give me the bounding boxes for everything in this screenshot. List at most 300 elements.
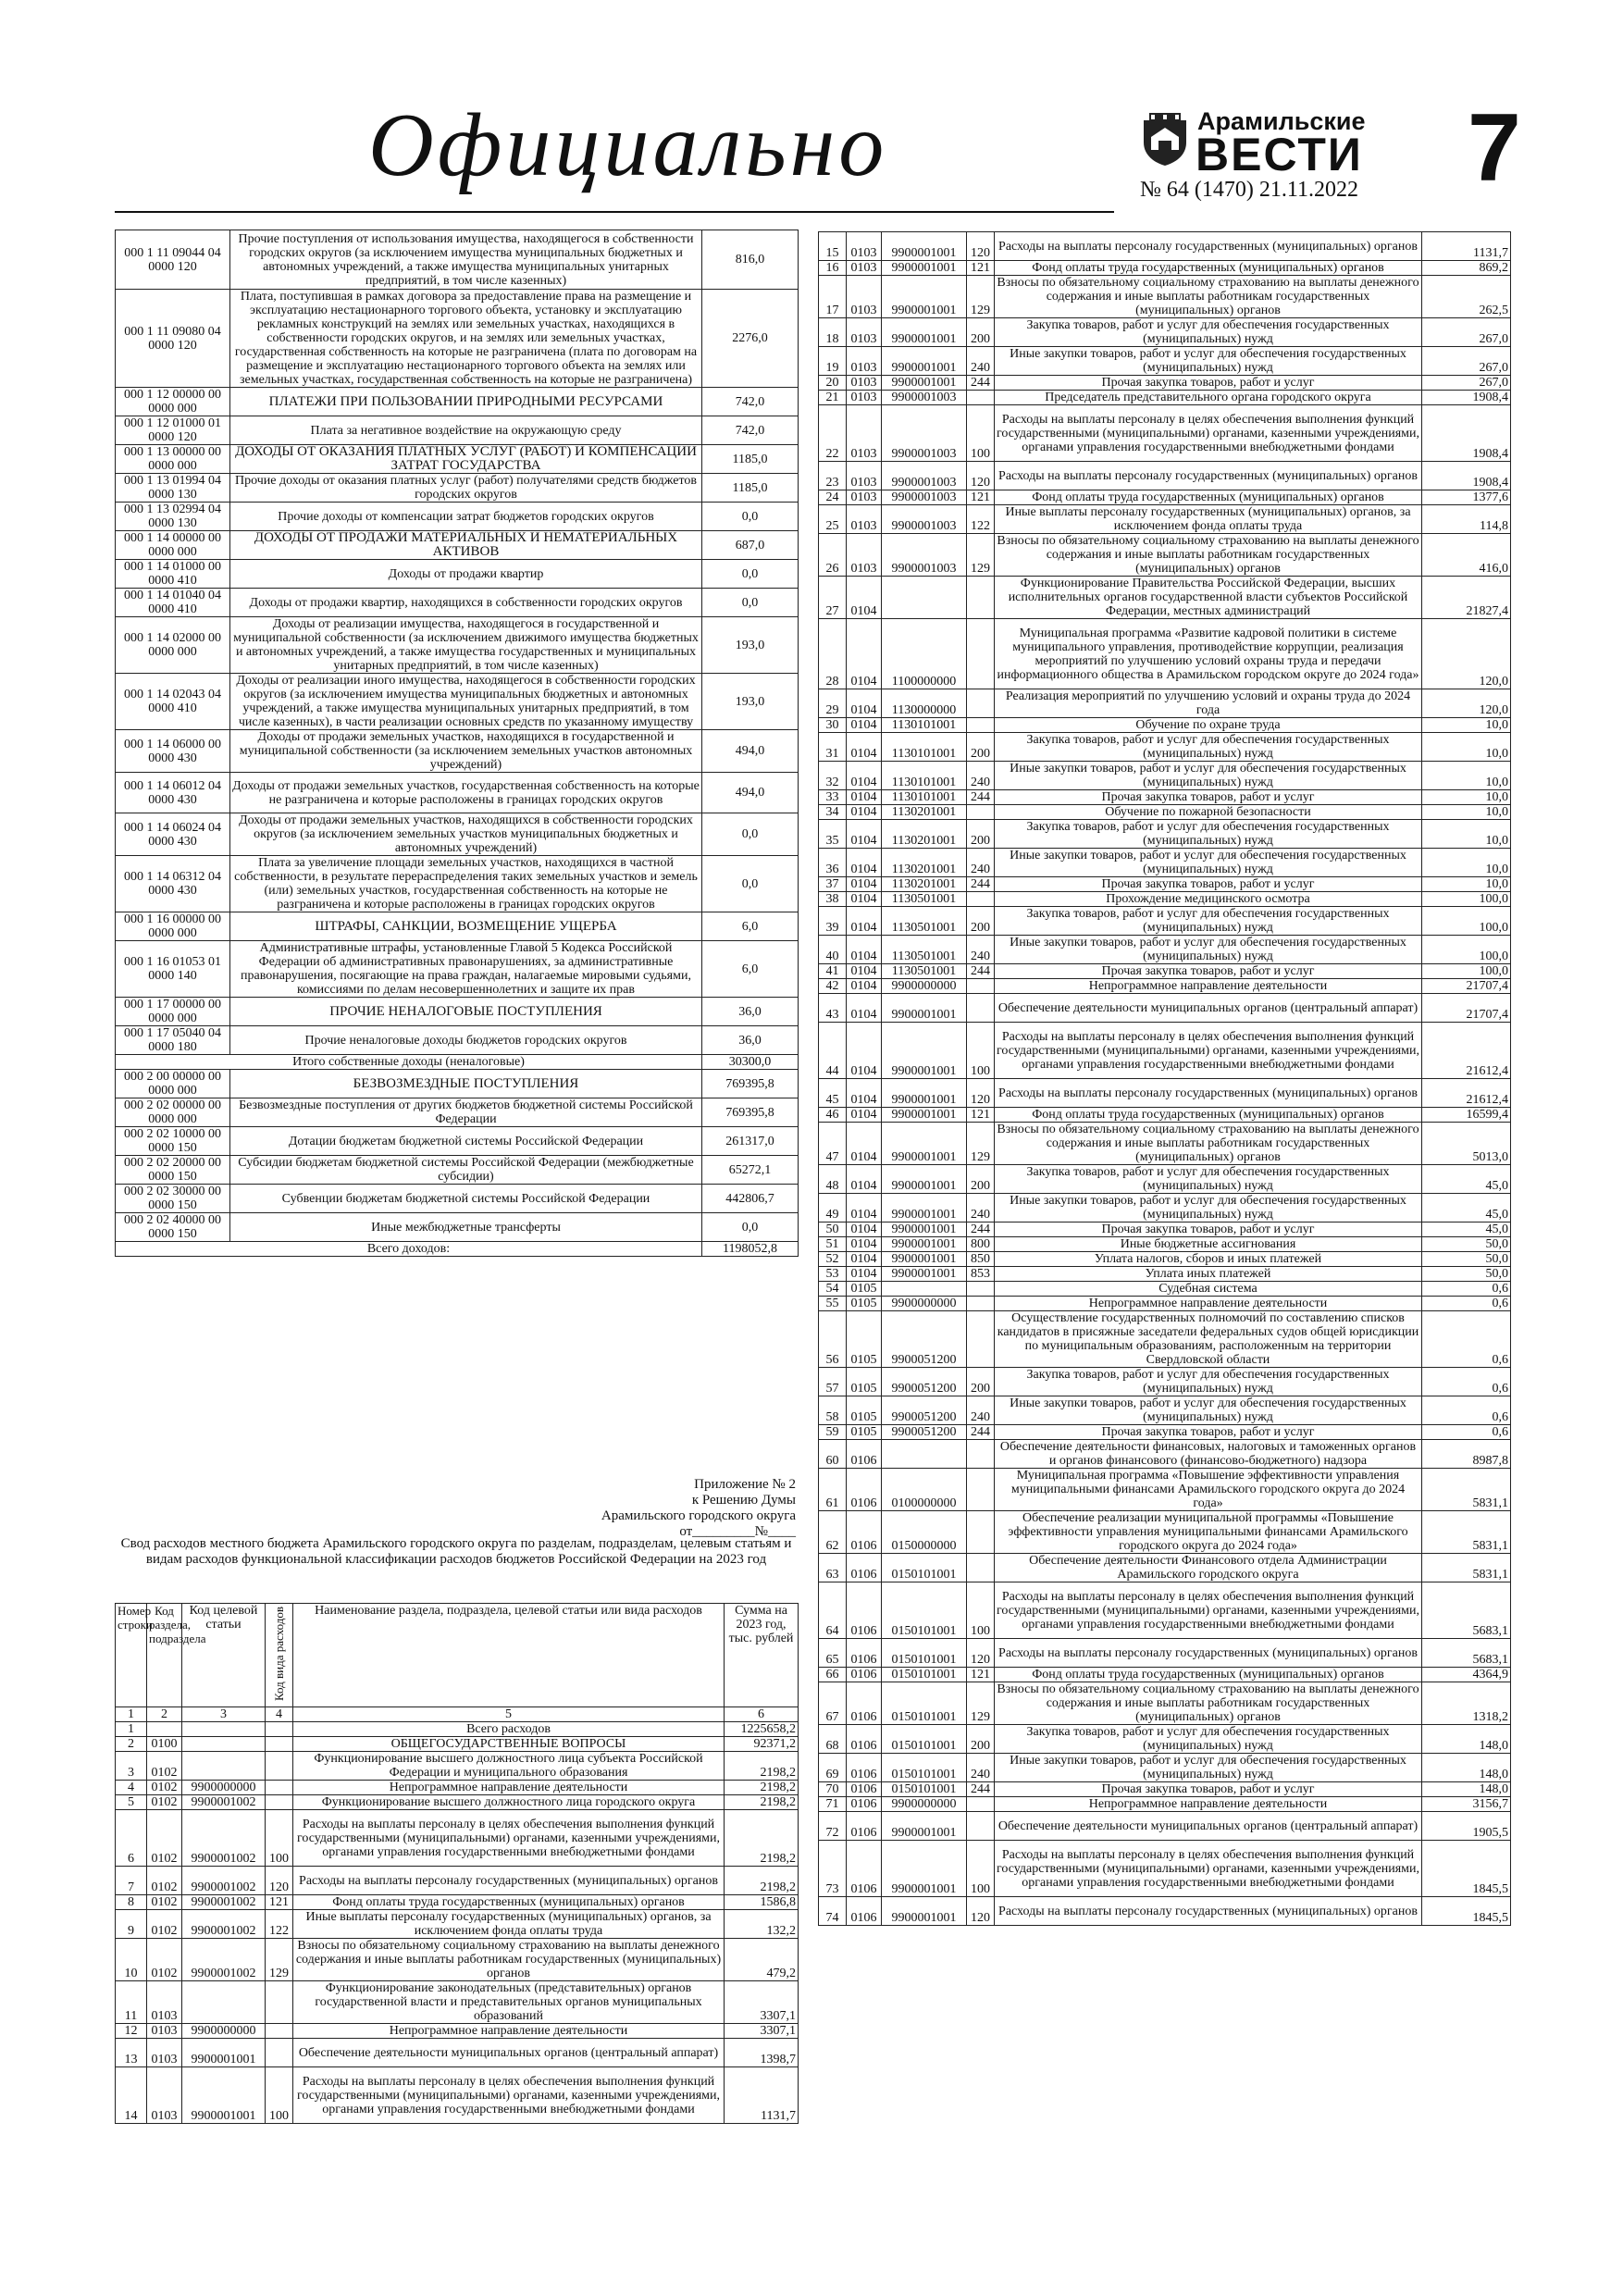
kind-code: 129 [967, 1123, 995, 1165]
revenue-name: Плата, поступившая в рамках договора за предоставление права на размещение и эксплуатацию нестационарного торгового объекта, установку и эксплуатацию рекламных конструкций на землях или земельных участках, находящихся в собственности городских округов, и на землях или земельных участках, государственная собственность на которые не разграничена (плата по договорам на размещение и эксплуатацию нестационарного торгового объекта на землях или земельных участках, государственная собственность на которые не разграничена) [230, 290, 702, 388]
kind-code [967, 1469, 995, 1511]
expense-sum: 10,0 [1422, 718, 1511, 733]
expense-row [116, 1737, 799, 1752]
kind-code: 121 [967, 1668, 995, 1682]
expense-sum: 262,5 [1422, 276, 1511, 318]
section-code: 0103 [847, 391, 882, 405]
revenue-code: 000 2 02 40000 00 0000 150 [116, 1213, 230, 1242]
expense-name: Непрограммное направление деятельности [293, 1781, 725, 1795]
expense-row [819, 1812, 1511, 1841]
expense-sum: 0,6 [1422, 1396, 1511, 1425]
revenue-name: БЕЗВОЗМЕЗДНЫЕ ПОСТУПЛЕНИЯ [230, 1070, 702, 1098]
revenue-sum: 1185,0 [702, 445, 799, 474]
section-code: 0104 [847, 790, 882, 805]
article-code: 1130000000 [882, 689, 967, 718]
expense-sum: 45,0 [1422, 1222, 1511, 1237]
col-number: 3 [182, 1707, 266, 1722]
section-code: 0104 [847, 979, 882, 994]
col-number: 4 [266, 1707, 293, 1722]
row-number: 36 [819, 849, 847, 877]
revenue-row [116, 290, 799, 388]
kind-code [266, 1752, 293, 1781]
expense-name: Иные выплаты персоналу государственных (муниципальных) органов, за исключением фонда оплаты труда [995, 505, 1422, 534]
row-number: 7 [116, 1867, 147, 1895]
issue-info: № 64 (1470) 21.11.2022 [1140, 178, 1358, 202]
kind-code: 120 [266, 1867, 293, 1895]
kind-code: 244 [967, 1425, 995, 1440]
col-header-name: Наименование раздела, подраздела, целевой статьи или вида расходов [293, 1604, 725, 1707]
article-code: 0150101001 [882, 1639, 967, 1668]
expense-name: Прочая закупка товаров, работ и услуг [995, 790, 1422, 805]
section-code: 0103 [847, 318, 882, 347]
revenue-sum: 0,0 [702, 856, 799, 912]
appendix-note [574, 1477, 796, 1540]
row-number: 59 [819, 1425, 847, 1440]
logo-line1: Арамильские [1197, 107, 1366, 135]
expense-name: Функционирование Правительства Российской Федерации, высших исполнительных органов государственной власти субъектов Российской Федерации, местных администраций [995, 577, 1422, 619]
row-number: 17 [819, 276, 847, 318]
revenue-name: Дотации бюджетам бюджетной системы Российской Федерации [230, 1127, 702, 1156]
expense-name: ОБЩЕГОСУДАРСТВЕННЫЕ ВОПРОСЫ [293, 1737, 725, 1752]
col-header-row-number: Номер строки [116, 1604, 147, 1707]
revenue-row [116, 1070, 799, 1098]
article-code: 9900001001 [882, 1252, 967, 1267]
section-code: 0104 [847, 892, 882, 907]
row-number: 64 [819, 1582, 847, 1639]
kind-code [266, 1722, 293, 1737]
expense-sum: 0,6 [1422, 1311, 1511, 1368]
expense-sum: 1318,2 [1422, 1682, 1511, 1725]
section-code: 0103 [147, 1981, 182, 2024]
revenue-code: 000 1 12 01000 01 0000 120 [116, 416, 230, 445]
expense-name: Обеспечение деятельности муниципальных органов (центральный аппарат) [995, 994, 1422, 1023]
kind-code: 120 [967, 1639, 995, 1668]
section-code: 0102 [147, 1752, 182, 1781]
expense-sum: 100,0 [1422, 936, 1511, 964]
revenue-code: 000 1 14 02043 04 0000 410 [116, 674, 230, 730]
expense-sum: 16599,4 [1422, 1108, 1511, 1123]
revenue-name: Прочие доходы от компенсации затрат бюджетов городских округов [230, 503, 702, 531]
kind-code: 200 [967, 733, 995, 762]
revenue-name: Всего доходов: [116, 1242, 702, 1257]
article-code: 9900000000 [182, 2024, 266, 2039]
revenue-sum: 0,0 [702, 813, 799, 856]
section-code: 0102 [147, 1867, 182, 1895]
kind-code [967, 1440, 995, 1469]
col-header-sum: Сумма на 2023 год, тыс. рублей [725, 1604, 799, 1707]
expense-name: Обеспечение деятельности Финансового отдела Администрации Арамильского городского округа [995, 1554, 1422, 1582]
kind-code: 244 [967, 877, 995, 892]
revenue-sum: 65272,1 [702, 1156, 799, 1185]
section-code: 0106 [847, 1469, 882, 1511]
expense-name: Обеспечение деятельности финансовых, налоговых и таможенных органов и органов финансового (финансово-бюджетного) надзора [995, 1440, 1422, 1469]
kind-code [967, 1554, 995, 1582]
expense-sum: 21612,4 [1422, 1023, 1511, 1079]
row-number: 68 [819, 1725, 847, 1754]
revenue-name: Доходы от продажи квартир, находящихся в собственности городских округов [230, 589, 702, 617]
row-number: 30 [819, 718, 847, 733]
article-code [882, 1440, 967, 1469]
revenue-row [116, 560, 799, 589]
revenue-name: Доходы от продажи земельных участков, государственная собственность на которые не разграничена и которые расположены в границах городских округов [230, 773, 702, 813]
expense-row [819, 1297, 1511, 1311]
row-number: 32 [819, 762, 847, 790]
expense-row [819, 276, 1511, 318]
row-number: 66 [819, 1668, 847, 1682]
expense-sum: 120,0 [1422, 619, 1511, 689]
col-header-section: Код раздела, подраздела [147, 1604, 182, 1707]
expense-name: Непрограммное направление деятельности [995, 979, 1422, 994]
section-code: 0104 [847, 820, 882, 849]
expense-sum: 5683,1 [1422, 1582, 1511, 1639]
expense-row [819, 347, 1511, 376]
revenue-code: 000 1 14 01000 00 0000 410 [116, 560, 230, 589]
expense-sum: 10,0 [1422, 762, 1511, 790]
article-code [182, 1737, 266, 1752]
row-number: 56 [819, 1311, 847, 1368]
revenue-row [116, 813, 799, 856]
section-code: 0104 [847, 689, 882, 718]
expense-sum: 1398,7 [725, 2039, 799, 2067]
expense-row [819, 391, 1511, 405]
kind-code: 240 [967, 1194, 995, 1222]
revenue-code: 000 1 16 00000 00 0000 000 [116, 912, 230, 941]
kind-code [266, 1737, 293, 1752]
revenue-row [116, 773, 799, 813]
article-code: 0150101001 [882, 1554, 967, 1582]
expense-row [819, 849, 1511, 877]
expense-row [819, 232, 1511, 261]
article-code: 9900001002 [182, 1867, 266, 1895]
section-code: 0106 [847, 1725, 882, 1754]
kind-code [967, 979, 995, 994]
expense-sum: 1225658,2 [725, 1722, 799, 1737]
revenue-name: Доходы от реализации иного имущества, находящегося в собственности городских округов (за исключением имущества муниципальных бюджетных и автономных учреждений, а также имущества муниципальных унитарных предприятий, в том числе казенных), в части реализации основных средств по указанному имуществу [230, 674, 702, 730]
section-title: Официально [368, 95, 888, 195]
expense-sum: 1908,4 [1422, 405, 1511, 462]
revenue-sum: 36,0 [702, 1026, 799, 1055]
row-number: 38 [819, 892, 847, 907]
kind-code [967, 805, 995, 820]
section-code: 0104 [847, 1267, 882, 1282]
expense-name: Непрограммное направление деятельности [995, 1297, 1422, 1311]
revenue-row [116, 388, 799, 416]
col-number: 6 [725, 1707, 799, 1722]
kind-code: 129 [266, 1939, 293, 1981]
revenue-row [116, 1055, 799, 1070]
expense-name: Всего расходов [293, 1722, 725, 1737]
section-code: 0106 [847, 1754, 882, 1782]
expenses-table-left [115, 1603, 799, 2124]
section-code: 0106 [847, 1668, 882, 1682]
section-code: 0104 [847, 1165, 882, 1194]
expense-row [819, 1511, 1511, 1554]
expense-sum: 1131,7 [725, 2067, 799, 2124]
row-number: 52 [819, 1252, 847, 1267]
kind-code: 121 [967, 490, 995, 505]
article-code: 9900000000 [882, 1797, 967, 1812]
section-code: 0102 [147, 1939, 182, 1981]
kind-code: 100 [967, 1023, 995, 1079]
expense-row [819, 1252, 1511, 1267]
expense-sum: 0,6 [1422, 1368, 1511, 1396]
revenue-row [116, 617, 799, 674]
expense-row [819, 1754, 1511, 1782]
row-number: 49 [819, 1194, 847, 1222]
kind-code: 122 [967, 505, 995, 534]
expense-sum: 10,0 [1422, 790, 1511, 805]
section-code: 0104 [847, 1023, 882, 1079]
expense-row [819, 577, 1511, 619]
col-number: 1 [116, 1707, 147, 1722]
row-number: 27 [819, 577, 847, 619]
expense-name: Взносы по обязательному социальному страхованию на выплаты денежного содержания и иные выплаты работникам государственных (муниципальных) органов [293, 1939, 725, 1981]
kind-code [967, 1297, 995, 1311]
revenue-code: 000 1 13 01994 04 0000 130 [116, 474, 230, 503]
revenue-code: 000 2 02 00000 00 0000 000 [116, 1098, 230, 1127]
expense-row [819, 718, 1511, 733]
expense-name: Обучение по пожарной безопасности [995, 805, 1422, 820]
article-code: 9900001001 [882, 1194, 967, 1222]
article-code: 0150101001 [882, 1582, 967, 1639]
expense-sum: 148,0 [1422, 1725, 1511, 1754]
expense-row [819, 1282, 1511, 1297]
expense-sum: 114,8 [1422, 505, 1511, 534]
revenue-code: 000 1 17 00000 00 0000 000 [116, 998, 230, 1026]
article-code: 9900001001 [882, 1897, 967, 1926]
expense-sum: 2198,2 [725, 1752, 799, 1781]
expense-row [116, 1810, 799, 1867]
expense-sum: 1908,4 [1422, 462, 1511, 490]
section-code: 0104 [847, 577, 882, 619]
row-number: 23 [819, 462, 847, 490]
row-number: 34 [819, 805, 847, 820]
section-code: 0102 [147, 1895, 182, 1910]
revenue-name: Прочие поступления от использования имущества, находящегося в собственности городских округов (за исключением имущества муниципальных бюджетных и автономных учреждений, а также имущества муниципальных унитарных предприятий, в том числе казенных) [230, 230, 702, 290]
revenue-code: 000 1 14 01040 04 0000 410 [116, 589, 230, 617]
revenue-row [116, 941, 799, 998]
revenue-name: Доходы от продажи земельных участков, находящихся в государственной и муниципальной собственности (за исключением земельных участков автономных учреждений) [230, 730, 702, 773]
revenue-code: 000 1 11 09044 04 0000 120 [116, 230, 230, 290]
row-number: 28 [819, 619, 847, 689]
expense-row [819, 1222, 1511, 1237]
row-number: 72 [819, 1812, 847, 1841]
row-number: 48 [819, 1165, 847, 1194]
section-code: 0106 [847, 1639, 882, 1668]
expense-name: Расходы на выплаты персоналу государственных (муниципальных) органов [995, 232, 1422, 261]
row-number: 9 [116, 1910, 147, 1939]
expense-row [819, 907, 1511, 936]
kind-code: 240 [967, 849, 995, 877]
row-number: 19 [819, 347, 847, 376]
article-code [182, 1722, 266, 1737]
section-code: 0103 [847, 490, 882, 505]
section-code: 0105 [847, 1282, 882, 1297]
kind-code [967, 892, 995, 907]
kind-code: 850 [967, 1252, 995, 1267]
kind-code: 200 [967, 1165, 995, 1194]
expense-name: Иные закупки товаров, работ и услуг для обеспечения государственных (муниципальных) нужд [995, 849, 1422, 877]
row-number: 60 [819, 1440, 847, 1469]
section-code: 0104 [847, 619, 882, 689]
expense-name: Иные закупки товаров, работ и услуг для обеспечения государственных (муниципальных) нужд [995, 762, 1422, 790]
expense-row [819, 1841, 1511, 1897]
revenue-code: 000 1 14 02000 00 0000 000 [116, 617, 230, 674]
expense-sum: 1908,4 [1422, 391, 1511, 405]
expense-name: Муниципальная программа «Развитие кадровой политики в системе муниципального управления, противодействие коррупции, реализация мероприятий по улучшению условий охраны труда и передачи информационного общества в Арамильском городском округе до 2024 года» [995, 619, 1422, 689]
expense-row [819, 994, 1511, 1023]
expense-name: Расходы на выплаты персоналу государственных (муниципальных) органов [995, 462, 1422, 490]
expense-row [819, 733, 1511, 762]
expense-name: Взносы по обязательному социальному страхованию на выплаты денежного содержания и иные выплаты работникам государственных (муниципальных) органов [995, 1682, 1422, 1725]
expense-sum: 869,2 [1422, 261, 1511, 276]
article-code: 9900051200 [882, 1425, 967, 1440]
expense-row [819, 1797, 1511, 1812]
row-number: 70 [819, 1782, 847, 1797]
article-code: 1130201001 [882, 849, 967, 877]
kind-code: 129 [967, 276, 995, 318]
kind-code [266, 1981, 293, 2024]
expense-name: Иные выплаты персоналу государственных (муниципальных) органов, за исключением фонда оплаты труда [293, 1910, 725, 1939]
appendix-title: Свод расходов местного бюджета Арамильского городского округа по разделам, подразделам, целевым статьям и видам расходов функциональной классификации расходов бюджетов Российской Федерации на 2023 год [120, 1536, 792, 1567]
revenue-sum: 6,0 [702, 912, 799, 941]
row-number: 42 [819, 979, 847, 994]
expense-name: Расходы на выплаты персоналу в целях обеспечения выполнения функций государственными (муниципальными) органами, казенными учреждениями, органами управления государственными внебюджетными фондами [995, 1841, 1422, 1897]
expense-name: Непрограммное направление деятельности [995, 1797, 1422, 1812]
revenue-code: 000 1 13 00000 00 0000 000 [116, 445, 230, 474]
section-code: 0103 [847, 376, 882, 391]
kind-code [967, 994, 995, 1023]
kind-code: 200 [967, 1725, 995, 1754]
revenue-code: 000 1 13 02994 04 0000 130 [116, 503, 230, 531]
row-number: 61 [819, 1469, 847, 1511]
row-number: 53 [819, 1267, 847, 1282]
section-code: 0106 [847, 1797, 882, 1812]
expense-name: Непрограммное направление деятельности [293, 2024, 725, 2039]
article-code: 1130101001 [882, 733, 967, 762]
section-code: 0103 [147, 2067, 182, 2124]
expense-sum: 21827,4 [1422, 577, 1511, 619]
section-code: 0104 [847, 936, 882, 964]
expense-row [819, 1554, 1511, 1582]
expense-name: Осуществление государственных полномочий по составлению списков кандидатов в присяжные заседатели федеральных судов общей юрисдикции по муниципальным образованиям, расположенным на территории Свердловской области [995, 1311, 1422, 1368]
kind-code: 121 [266, 1895, 293, 1910]
expense-name: Закупка товаров, работ и услуг для обеспечения государственных (муниципальных) нужд [995, 733, 1422, 762]
kind-code [266, 1781, 293, 1795]
expense-row [819, 505, 1511, 534]
expense-sum: 3307,1 [725, 1981, 799, 2024]
expense-row [116, 1752, 799, 1781]
expense-name: Закупка товаров, работ и услуг для обеспечения государственных (муниципальных) нужд [995, 1725, 1422, 1754]
revenue-sum: 0,0 [702, 503, 799, 531]
expense-row [819, 1897, 1511, 1926]
expense-sum: 1905,5 [1422, 1812, 1511, 1841]
expense-name: Функционирование высшего должностного лица городского округа [293, 1795, 725, 1810]
article-code: 9900051200 [882, 1396, 967, 1425]
revenue-row [116, 474, 799, 503]
expense-sum: 10,0 [1422, 733, 1511, 762]
article-code: 9900001003 [882, 462, 967, 490]
expense-sum: 2198,2 [725, 1781, 799, 1795]
expense-row [819, 820, 1511, 849]
revenue-sum: 442806,7 [702, 1185, 799, 1213]
section-code: 0104 [847, 733, 882, 762]
expense-name: Функционирование высшего должностного лица субъекта Российской Федерации и муниципального образования [293, 1752, 725, 1781]
expense-sum: 50,0 [1422, 1237, 1511, 1252]
section-code: 0104 [847, 1108, 882, 1123]
revenue-name: Прочие неналоговые доходы бюджетов городских округов [230, 1026, 702, 1055]
row-number: 43 [819, 994, 847, 1023]
row-number: 8 [116, 1895, 147, 1910]
section-code: 0106 [847, 1812, 882, 1841]
article-code: 1130201001 [882, 820, 967, 849]
revenue-name: Доходы от продажи квартир [230, 560, 702, 589]
row-number: 44 [819, 1023, 847, 1079]
expense-sum: 416,0 [1422, 534, 1511, 577]
row-number: 45 [819, 1079, 847, 1108]
revenue-sum: 193,0 [702, 617, 799, 674]
expense-row [116, 1867, 799, 1895]
article-code: 0150101001 [882, 1682, 967, 1725]
revenue-row [116, 1213, 799, 1242]
section-code: 0103 [847, 276, 882, 318]
revenue-name: Иные межбюджетные трансферты [230, 1213, 702, 1242]
expense-sum: 4364,9 [1422, 1668, 1511, 1682]
section-code: 0100 [147, 1737, 182, 1752]
kind-code: 129 [967, 1682, 995, 1725]
expense-row [116, 1781, 799, 1795]
section-code: 0106 [847, 1682, 882, 1725]
expense-sum: 10,0 [1422, 877, 1511, 892]
row-number: 5 [116, 1795, 147, 1810]
expense-name: Расходы на выплаты персоналу государственных (муниципальных) органов [995, 1639, 1422, 1668]
article-code: 9900001001 [882, 376, 967, 391]
kind-code [967, 1797, 995, 1812]
article-code: 9900001001 [882, 1079, 967, 1108]
revenue-sum: 769395,8 [702, 1070, 799, 1098]
section-code: 0104 [847, 877, 882, 892]
revenue-name: ПЛАТЕЖИ ПРИ ПОЛЬЗОВАНИИ ПРИРОДНЫМИ РЕСУРСАМИ [230, 388, 702, 416]
section-code: 0105 [847, 1311, 882, 1368]
expense-row [819, 1194, 1511, 1222]
article-code: 9900001001 [882, 1023, 967, 1079]
section-code: 0103 [847, 505, 882, 534]
expense-sum: 5831,1 [1422, 1554, 1511, 1582]
expense-row [819, 534, 1511, 577]
article-code: 9900001001 [882, 232, 967, 261]
expense-row [819, 1440, 1511, 1469]
expense-sum: 267,0 [1422, 376, 1511, 391]
row-number: 2 [116, 1737, 147, 1752]
revenue-code: 000 1 14 00000 00 0000 000 [116, 531, 230, 560]
kind-code: 200 [967, 907, 995, 936]
revenue-row [116, 1156, 799, 1185]
section-code: 0104 [847, 1079, 882, 1108]
row-number: 46 [819, 1108, 847, 1123]
coat-of-arms-icon [1140, 113, 1190, 167]
revenue-row [116, 998, 799, 1026]
expense-name: Взносы по обязательному социальному страхованию на выплаты денежного содержания и иные выплаты работникам государственных (муниципальных) органов [995, 1123, 1422, 1165]
kind-code [266, 1795, 293, 1810]
article-code: 9900000000 [882, 1297, 967, 1311]
expense-row [116, 1910, 799, 1939]
revenue-code: 000 1 14 06024 04 0000 430 [116, 813, 230, 856]
kind-code: 244 [967, 1222, 995, 1237]
newspaper-logo [1140, 107, 1366, 180]
expense-row [116, 1795, 799, 1810]
revenue-sum: 193,0 [702, 674, 799, 730]
kind-code [266, 2039, 293, 2067]
